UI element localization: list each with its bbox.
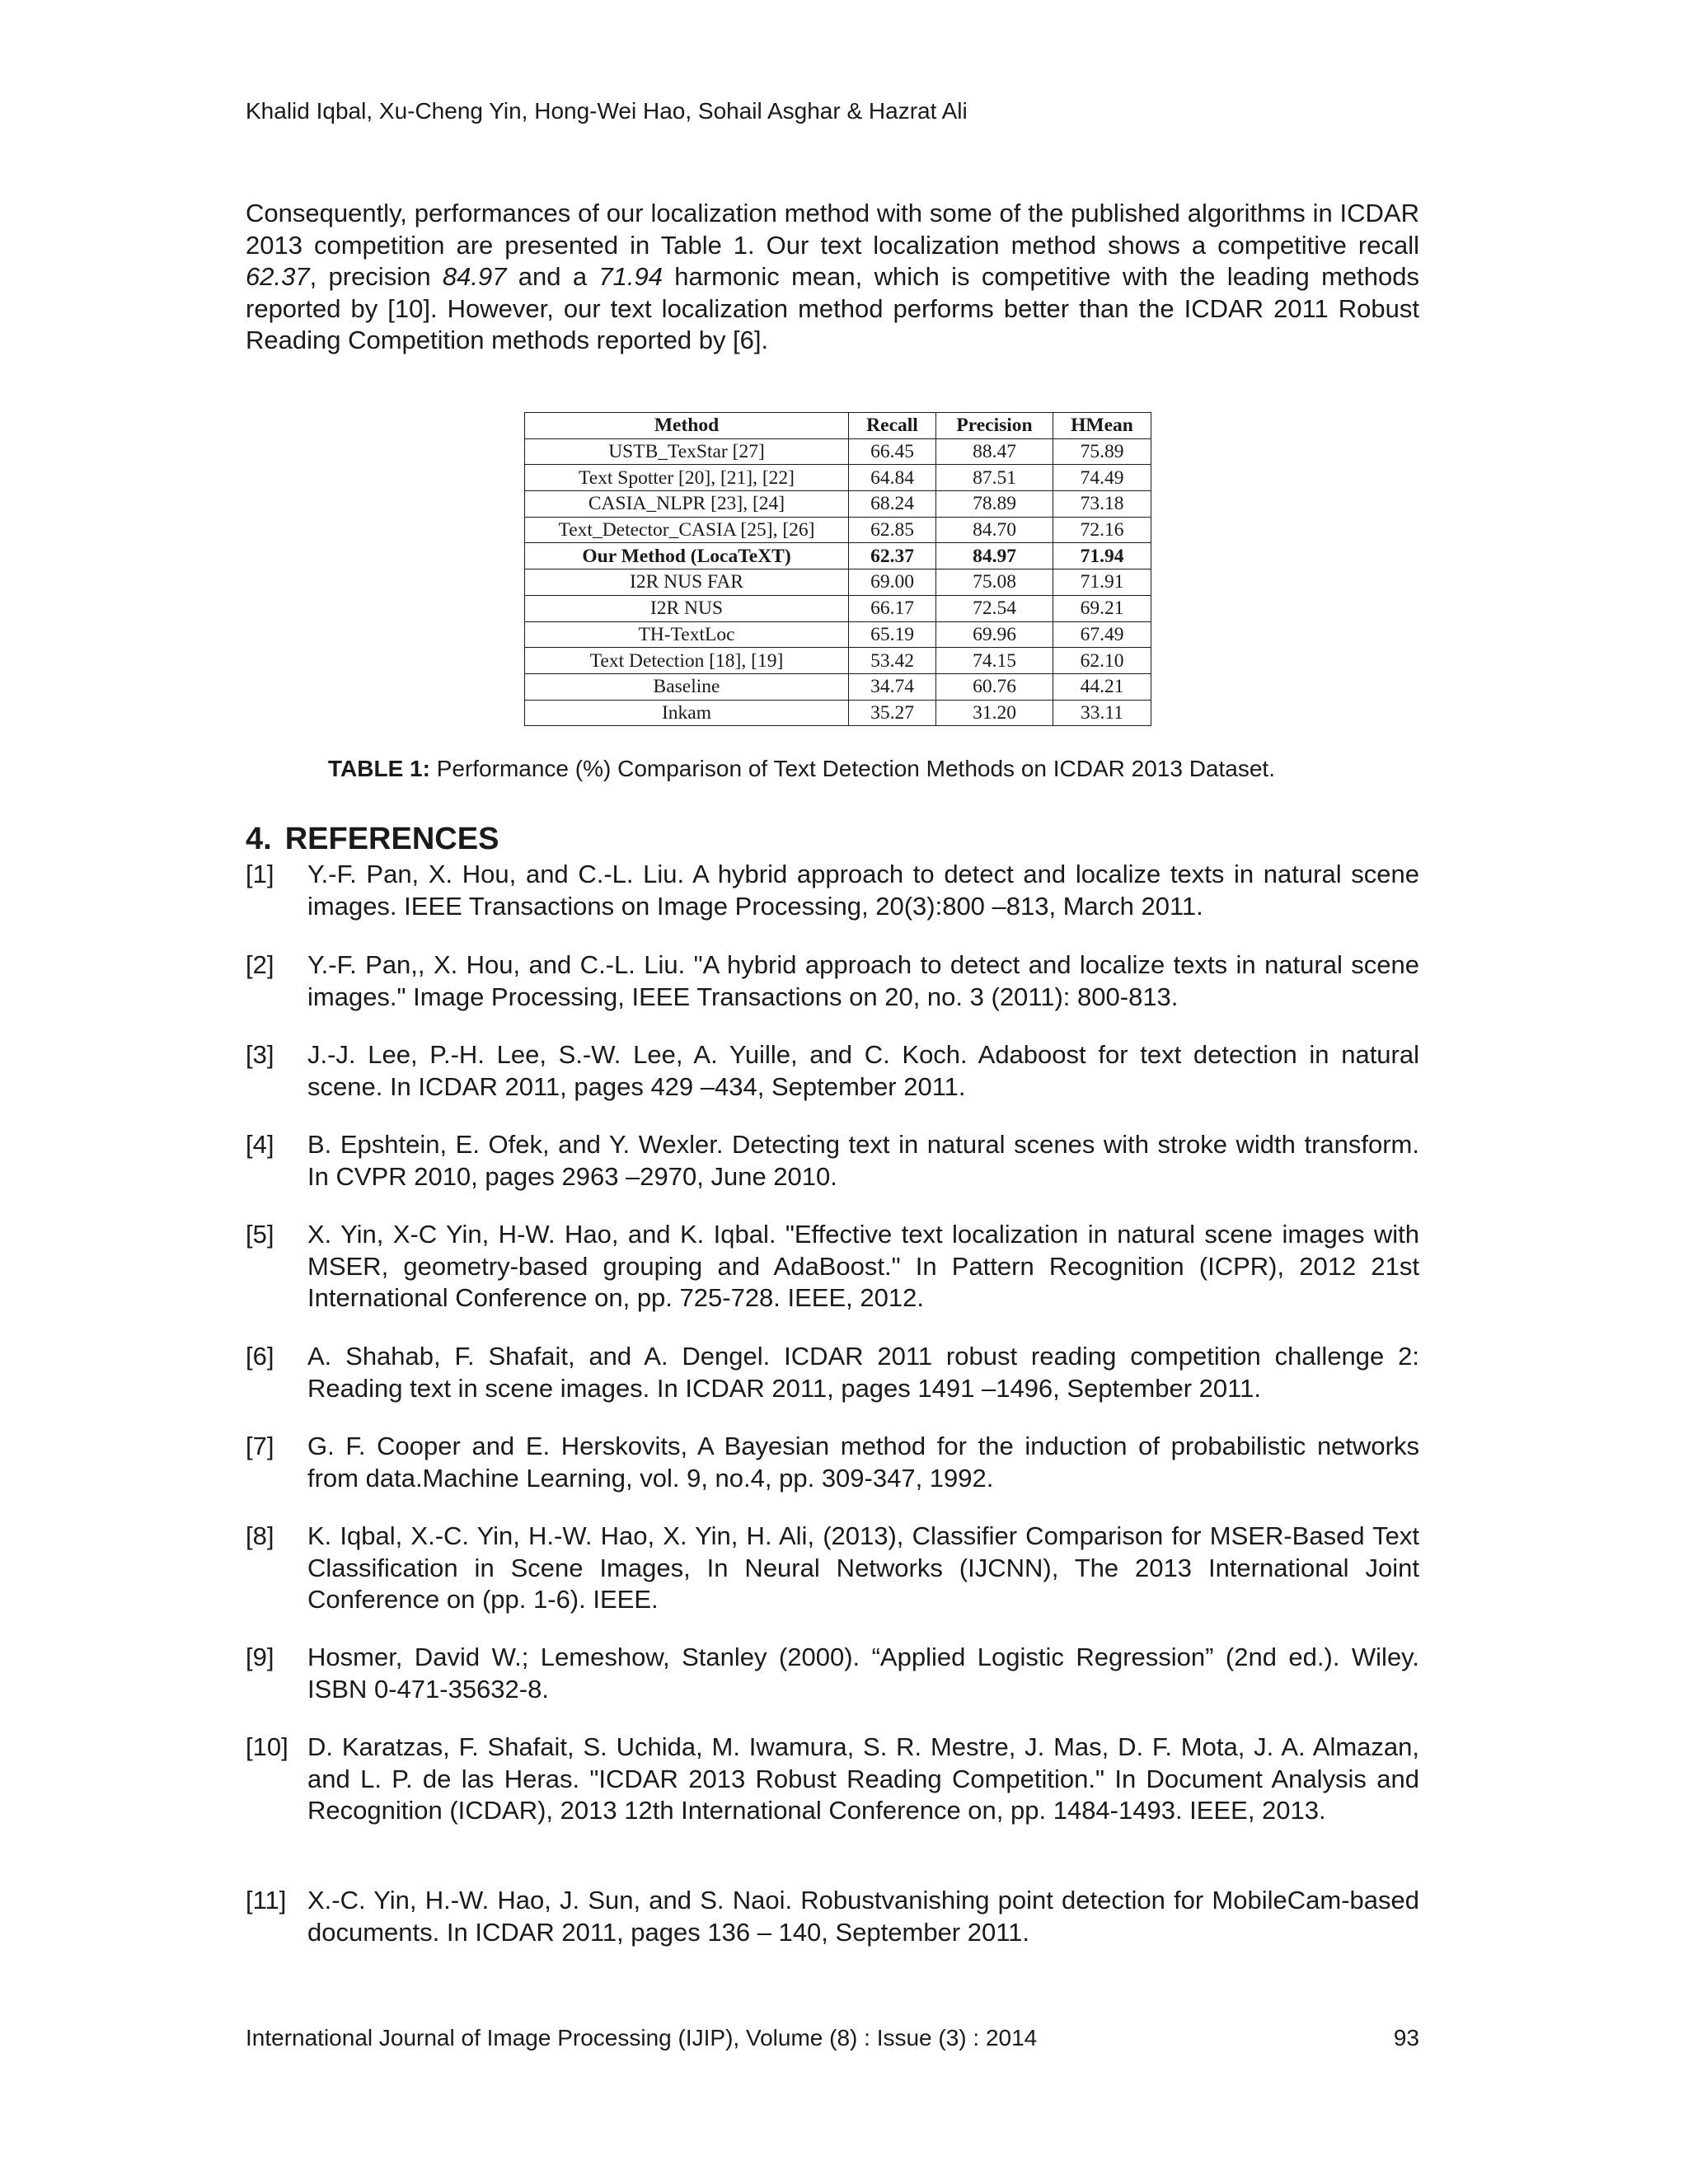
section-number: 4. bbox=[246, 822, 272, 856]
cell-recall: 69.00 bbox=[849, 569, 936, 596]
cell-precision: 84.97 bbox=[936, 543, 1053, 569]
reference-item bbox=[246, 1642, 1419, 1705]
intro-recall-value: 62.37 bbox=[246, 262, 310, 291]
reference-label: [3] bbox=[246, 1040, 274, 1069]
reference-item bbox=[246, 1885, 1419, 1948]
column-header-hmean: HMean bbox=[1053, 413, 1151, 439]
cell-recall: 64.84 bbox=[849, 465, 936, 491]
intro-precision-value: 84.97 bbox=[442, 262, 507, 291]
cell-hmean: 71.91 bbox=[1053, 569, 1151, 596]
reference-text: J.-J. Lee, P.-H. Lee, S.-W. Lee, A. Yuille, and C. Koch. Adaboost for text detection in natural scene. In ICDAR 2011, pages 429 –434, September 2011. bbox=[307, 1040, 1419, 1101]
intro-text: harmonic mean, which is competitive with the leading methods reported by [10]. However, our text localization method performs better than the ICDAR 2011 Robust Reading Competition methods reported by [6]. bbox=[246, 262, 1419, 354]
table-header-row bbox=[525, 413, 1151, 439]
table-row bbox=[525, 569, 1151, 596]
reference-text: X. Yin, X-C Yin, H-W. Hao, and K. Iqbal. "Effective text localization in natural scene images with MSER, geometry-based grouping and AdaBoost." In Pattern Recognition (ICPR), 2012 21st International Conference on, pp. 725-728. IEEE, 2012. bbox=[307, 1220, 1419, 1312]
cell-precision: 87.51 bbox=[936, 465, 1053, 491]
cell-hmean: 72.16 bbox=[1053, 517, 1151, 543]
reference-label: [4] bbox=[246, 1130, 274, 1159]
reference-label: [10] bbox=[246, 1732, 288, 1761]
reference-label: [1] bbox=[246, 860, 274, 888]
reference-label: [5] bbox=[246, 1220, 274, 1249]
cell-precision: 69.96 bbox=[936, 621, 1053, 648]
reference-text: B. Epshtein, E. Ofek, and Y. Wexler. Detecting text in natural scenes with stroke width transform. In CVPR 2010, pages 2963 –2970, June 2010. bbox=[307, 1130, 1419, 1191]
table-row bbox=[525, 648, 1151, 674]
reference-text: K. Iqbal, X.-C. Yin, H.-W. Hao, X. Yin, H. Ali, (2013), Classifier Comparison for MSER-Based Text Classification in Scene Images, In Neural Networks (IJCNN), The 2013 International Joint Conference on (pp. 1-6). IEEE. bbox=[307, 1521, 1419, 1614]
page-footer bbox=[246, 2024, 1419, 2052]
cell-recall: 66.45 bbox=[849, 438, 936, 465]
cell-hmean: 62.10 bbox=[1053, 648, 1151, 674]
cell-method: Inkam bbox=[525, 700, 849, 726]
cell-precision: 31.20 bbox=[936, 700, 1053, 726]
table-row bbox=[525, 700, 1151, 726]
page-number: 93 bbox=[1393, 2025, 1419, 2050]
table-row bbox=[525, 673, 1151, 700]
cell-recall: 35.27 bbox=[849, 700, 936, 726]
cell-recall: 68.24 bbox=[849, 491, 936, 518]
reference-label: [6] bbox=[246, 1342, 274, 1371]
table-row-highlight bbox=[525, 543, 1151, 569]
reference-text: Hosmer, David W.; Lemeshow, Stanley (2000). “Applied Logistic Regression” (2nd ed.). Wiley. ISBN 0-471-35632-8. bbox=[307, 1643, 1419, 1704]
column-header-precision: Precision bbox=[936, 413, 1053, 439]
cell-method: CASIA_NLPR [23], [24] bbox=[525, 491, 849, 518]
results-table-container bbox=[524, 412, 1151, 726]
reference-item bbox=[246, 1129, 1419, 1193]
cell-method: I2R NUS FAR bbox=[525, 569, 849, 596]
cell-method: I2R NUS bbox=[525, 595, 849, 621]
cell-recall: 62.37 bbox=[849, 543, 936, 569]
reference-text-wrap bbox=[246, 1732, 1419, 1827]
cell-hmean: 73.18 bbox=[1053, 491, 1151, 518]
cell-precision: 84.70 bbox=[936, 517, 1053, 543]
table-row bbox=[525, 517, 1151, 543]
reference-text-wrap bbox=[246, 1431, 1419, 1494]
reference-text-wrap bbox=[246, 1885, 1419, 1948]
table-caption-text: Performance (%) Comparison of Text Detection Methods on ICDAR 2013 Dataset. bbox=[429, 756, 1275, 781]
cell-hmean: 33.11 bbox=[1053, 700, 1151, 726]
reference-item bbox=[246, 1341, 1419, 1404]
reference-text-wrap bbox=[246, 1521, 1419, 1616]
table-row bbox=[525, 621, 1151, 648]
reference-text: A. Shahab, F. Shafait, and A. Dengel. ICDAR 2011 robust reading competition challenge 2: Reading text in scene images. In ICDAR 2011, pages 1491 –1496, September 2011. bbox=[307, 1342, 1419, 1403]
cell-hmean: 69.21 bbox=[1053, 595, 1151, 621]
intro-text: , precision bbox=[309, 262, 443, 291]
reference-item bbox=[246, 1521, 1419, 1616]
journal-info: International Journal of Image Processing (IJIP), Volume (8) : Issue (3) : 2014 bbox=[246, 2025, 1038, 2050]
table-row bbox=[525, 595, 1151, 621]
reference-text-wrap bbox=[246, 1642, 1419, 1705]
table-caption-label: TABLE 1: bbox=[328, 756, 430, 781]
reference-label: [9] bbox=[246, 1643, 274, 1671]
cell-precision: 74.15 bbox=[936, 648, 1053, 674]
reference-text: Y.-F. Pan,, X. Hou, and C.-L. Liu. "A hybrid approach to detect and localize texts in natural scene images." Image Processing, IEEE Transactions on 20, no. 3 (2011): 800-813. bbox=[307, 950, 1419, 1011]
table-row bbox=[525, 465, 1151, 491]
intro-paragraph bbox=[246, 198, 1419, 357]
cell-recall: 66.17 bbox=[849, 595, 936, 621]
reference-item bbox=[246, 859, 1419, 922]
reference-item bbox=[246, 1431, 1419, 1494]
cell-recall: 62.85 bbox=[849, 517, 936, 543]
table-row bbox=[525, 491, 1151, 518]
reference-label: [2] bbox=[246, 950, 274, 979]
cell-recall: 53.42 bbox=[849, 648, 936, 674]
cell-precision: 78.89 bbox=[936, 491, 1053, 518]
cell-hmean: 75.89 bbox=[1053, 438, 1151, 465]
cell-method: Text Detection [18], [19] bbox=[525, 648, 849, 674]
reference-label: [7] bbox=[246, 1432, 274, 1460]
cell-method: Text Spotter [20], [21], [22] bbox=[525, 465, 849, 491]
cell-method: Text_Detector_CASIA [25], [26] bbox=[525, 517, 849, 543]
reference-text-wrap bbox=[246, 859, 1419, 922]
intro-text: and a bbox=[506, 262, 599, 291]
cell-method: TH-TextLoc bbox=[525, 621, 849, 648]
reference-label: [8] bbox=[246, 1521, 274, 1550]
cell-method: Baseline bbox=[525, 673, 849, 700]
cell-method: Our Method (LocaTeXT) bbox=[525, 543, 849, 569]
table-caption bbox=[328, 755, 1275, 783]
cell-method: USTB_TexStar [27] bbox=[525, 438, 849, 465]
cell-precision: 72.54 bbox=[936, 595, 1053, 621]
cell-recall: 65.19 bbox=[849, 621, 936, 648]
reference-label: [11] bbox=[246, 1886, 287, 1915]
column-header-recall: Recall bbox=[849, 413, 936, 439]
cell-hmean: 44.21 bbox=[1053, 673, 1151, 700]
results-table bbox=[524, 412, 1151, 726]
reference-text: D. Karatzas, F. Shafait, S. Uchida, M. Iwamura, S. R. Mestre, J. Mas, D. F. Mota, J. A. Almazan, and L. P. de las Heras. "ICDAR 2013 Robust Reading Competition." In Document Analysis and Recognition (ICDAR), 2013 12th International Conference on, pp. 1484-1493. IEEE, 2013. bbox=[307, 1732, 1419, 1825]
reference-item bbox=[246, 1039, 1419, 1103]
cell-precision: 75.08 bbox=[936, 569, 1053, 596]
cell-hmean: 67.49 bbox=[1053, 621, 1151, 648]
cell-precision: 60.76 bbox=[936, 673, 1053, 700]
reference-text-wrap bbox=[246, 1129, 1419, 1193]
cell-hmean: 74.49 bbox=[1053, 465, 1151, 491]
cell-recall: 34.74 bbox=[849, 673, 936, 700]
cell-precision: 88.47 bbox=[936, 438, 1053, 465]
reference-item bbox=[246, 949, 1419, 1013]
reference-text: Y.-F. Pan, X. Hou, and C.-L. Liu. A hybrid approach to detect and localize texts in natural scene images. IEEE Transactions on Image Processing, 20(3):800 –813, March 2011. bbox=[307, 860, 1419, 921]
reference-text-wrap bbox=[246, 949, 1419, 1013]
reference-item bbox=[246, 1732, 1419, 1827]
cell-hmean: 71.94 bbox=[1053, 543, 1151, 569]
reference-text-wrap bbox=[246, 1341, 1419, 1404]
reference-item bbox=[246, 1219, 1419, 1315]
section-title: REFERENCES bbox=[284, 822, 499, 856]
reference-text-wrap bbox=[246, 1219, 1419, 1315]
reference-text: X.-C. Yin, H.-W. Hao, J. Sun, and S. Naoi. Robustvanishing point detection for MobileCam-based documents. In ICDAR 2011, pages 136 – 140, September 2011. bbox=[307, 1886, 1419, 1947]
intro-text: Consequently, performances of our localization method with some of the published algorithms in ICDAR 2013 competition are presented in Table 1. Our text localization method shows a competitive recall bbox=[246, 199, 1419, 260]
running-header: Khalid Iqbal, Xu-Cheng Yin, Hong-Wei Hao, Sohail Asghar & Hazrat Ali bbox=[246, 98, 968, 124]
table-row bbox=[525, 438, 1151, 465]
column-header-method: Method bbox=[525, 413, 849, 439]
reference-text-wrap bbox=[246, 1039, 1419, 1103]
reference-text: G. F. Cooper and E. Herskovits, A Bayesian method for the induction of probabilistic networks from data.Machine Learning, vol. 9, no.4, pp. 309-347, 1992. bbox=[307, 1432, 1419, 1493]
section-heading bbox=[246, 821, 499, 857]
intro-hmean-value: 71.94 bbox=[598, 262, 663, 291]
